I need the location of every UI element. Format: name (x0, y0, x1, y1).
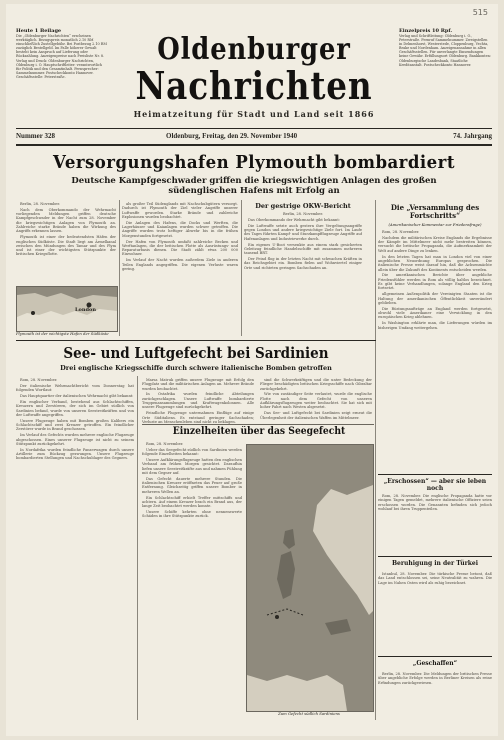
paragraph: Berlin, 28. November. (20, 202, 61, 206)
paragraph: Unsere Flugzeuge haben mit Bomben großen Kalibers ein Schlachtschiff und zwei Kreuzer getroffen. Ein feindlicher Zerstörer wurde in Brand geschossen. (16, 418, 134, 432)
paragraph: Plymouth ist einer der bedeutendsten Häfen der englischen Südküste. Die Stadt liegt am Ärmelkanal zwischen den Mündungen des Tamar und des Plym und ist einer der wichtigsten Stützpunkte der britischen Kriegsflotte. (16, 235, 116, 257)
paragraph: Die Luftwaffe setzte auch gestern ihre Vergeltungsangriffe gegen London und andere kriegswichtige Ziele fort. Im Laufe des Tages führten Kampf- und Sturzkampfflugzeuge Angriffe auf Hafenanlagen und Industriewerke durch. (244, 223, 362, 241)
map-label-london: London (75, 307, 96, 313)
paragraph: Rom, 28. November. (20, 378, 58, 382)
column-divider (241, 200, 242, 336)
paragraph: Rom, 28. November. (382, 230, 420, 234)
paragraph: Rom, 28. November. (146, 442, 184, 446)
paragraph: Der italienische Wehrmachtbericht vom Donnerstag hat folgenden Wortlaut: (16, 383, 134, 393)
paragraph: Wie von zuständiger Seite verlautet, wurde die englische Flotte nach dem Gefecht von unseren Aufklärungsflugzeugen weiter beobachtet. Sie hat sich mit hoher Fahrt nach Westen abgesetzt. (260, 392, 372, 410)
paragraph: Unsere Schiffe kehrten ohne nennenswerte Schäden in ihre Stützpunkte zurück. (142, 510, 242, 519)
paragraph: sind die Schwerkräftigen und die unter Bedeckung der Flieger beschädigten britischen Kriegsschiffe nach Gibraltar zurückgekehrt. (260, 378, 372, 391)
plymouth-map (16, 286, 118, 332)
paragraph: In den letzten Tagen hat man in London viel von einer angeblichen Neuordnung Europas gesprochen. Die italienische Presse weist darauf hin, daß die Achsenmächte allein über die Zukunft des Kontinents entscheiden werden. (378, 254, 492, 272)
paragraph: Das See- und Luftgefecht bei Sardinien zeigt erneut die Überlegenheit der italienischen Waffen im Mittelmeer. (260, 411, 372, 420)
paragraph: Der Feind flog in der letzten Nacht mit schwachen Kräften in das Reichsgebiet ein. Bomben fielen auf Wohnviertel einiger Orte und richteten geringen Sachschaden an. (244, 257, 362, 270)
paragraph: Der Hafen von Plymouth umfaßt zahlreiche Becken und Werftanlagen, die der britischen Flotte als Ausrüstungs- und Reparaturbasis dienen. Die Stadt zählt etwa 200 000 Einwohner. (122, 239, 238, 257)
second-column-2 (142, 378, 254, 424)
paragraph: In Washington erklärte man, die Lieferungen würden im bisherigen Umfang weitergehen. (378, 321, 492, 330)
plymouth-map-caption: Plymouth ist der wichtigste Hafen der Südküste (16, 331, 109, 336)
paragraph: Marsa Matruk griffen unsere Flugzeuge mit Erfolg den Flugplatz und die militärischen Anlagen an. Mehrere Brände wurden beobachtet. (142, 378, 254, 391)
paragraph: Im Verlauf des Gefechts wurden mehrere englische Flugzeuge abgeschossen. Eines unserer Flugzeuge ist nicht zu seinem Stützpunkt zurückgekehrt. (16, 433, 134, 446)
newspaper-page (6, 4, 498, 736)
paragraph: Die amerikanischen Berichte über angebliche Friedensfühler werden in Rom als völlig haltlos bezeichnet. Es gibt keine Verhandlungen, solange England den Krieg fortsetzt. (378, 273, 492, 291)
paragraph: Die Anlagen des Hafens, die Docks und Werften, die Lagerhäuser und Kaianlagen wurden schwer getroffen. Die Angriffe wurden trotz heftiger Abwehr bis in die frühen Morgenstunden fortgesetzt. (122, 220, 238, 238)
volume: 74. Jahrgang (453, 132, 492, 140)
lead-column-3 (244, 212, 362, 336)
paragraph: Ein eigenes U-Boot versenkte aus einem stark gesicherten Geleitzug feindliche Handelsschiffe mit zusammen mehreren tausend BRT. (244, 242, 362, 256)
paragraph: Unsere Aufklärungsflugzeuge hatten den englischen Verband am frühen Morgen gesichtet. Daraufhin liefen unsere Seestreitkräfte aus und nahmen Fühlung mit dem Gegner auf. (142, 458, 242, 475)
left-info-box (16, 28, 108, 124)
divider-second (16, 340, 376, 341)
column-divider (137, 376, 138, 720)
box2-text (378, 572, 492, 652)
details-headline: Einzelheiten über das Seegefecht (172, 426, 346, 437)
masthead-line-2: Nachrichten (135, 63, 373, 108)
second-subheadline: Drei englische Kriegsschiffe durch schwere italienische Bomben getroffen (60, 364, 332, 372)
page-number: 515 (472, 8, 488, 17)
map-graphic (17, 287, 117, 331)
paragraph: Rom, 28. November. Die englische Propaganda hatte vor einigen Tagen gemeldet, mehrere italienische Offiziere seien erschossen worden. Die Genannten befinden sich jedoch wohlauf bei ihren Truppenteilen. (378, 494, 492, 511)
second-headline: See- und Luftgefecht bei Sardinien (63, 344, 329, 362)
sardinia-map (246, 444, 374, 712)
paragraph: In Ostafrika wurden feindliche Abteilungen zurückgeschlagen. Unsere Luftwaffe bombardierte Truppenansammlungen und Kraftwagenkolonnen. Alle unsere Flugzeuge sind zurückgekehrt. (142, 392, 254, 410)
paragraph: Feindliche Flugzeuge unternahmen Einflüge auf einige Orte Süditaliens. Es entstand geringer Sachschaden; Verluste an Menschenleben sind nicht zu beklagen. (142, 411, 254, 424)
column-divider (119, 200, 120, 336)
fortschritt-subhead: (Amerikanischer Kommentar zur Friedensfrage) (388, 222, 482, 227)
paragraph: Im Verlauf der Nacht wurden außerdem Ziele in anderen Teilen Englands angegriffen. Die eigenen Verluste waren gering. (122, 258, 238, 271)
sardinia-map-caption: Zum Gefecht südlich Sardiniens (278, 711, 340, 716)
issue-date: Oldenburg, Freitag, den 29. November 1940 (166, 132, 298, 140)
box3-head: „Geschaffen“ (412, 660, 458, 667)
paragraph: In Nordafrika wurden feindliche Panzerwagen durch unsere Artillerie zum Rückzug gezwungen. Unsere Flugzeuge bombardierten Stellungen und Nachschublager des Gegners. (16, 447, 134, 461)
paragraph: Ueber das Seegefecht südlich von Sardinien werden folgende Einzelheiten bekannt: (142, 447, 242, 457)
paragraph: Das Oberkommando der Wehrmacht gibt bekannt: (248, 217, 341, 222)
masthead-line-1: Oldenburger (157, 32, 351, 67)
paragraph: Istanbul, 28. November. Die türkische Presse betont, daß das Land entschlossen sei, seine Neutralität zu wahren. Die Lage im Nahen Osten wird als ruhig bezeichnet. (378, 572, 492, 585)
divider-top (16, 128, 492, 129)
paragraph: als großer Teil Südenglands mit Nachschubgütern versorgt. Dadurch ist Plymouth der Ziel vieler Angriffe unserer Luftwaffe geworden. Starke Brände und zahlreiche Explosionen wurden beobachtet. (122, 202, 238, 219)
box3-text (378, 672, 492, 720)
box2-head: Beruhigung in der Türkei (391, 560, 479, 567)
paragraph: Berlin, 28. November. (282, 212, 323, 216)
right-box-title: Einzelpreis 10 Rpf. (399, 28, 453, 34)
divider-box1 (378, 474, 492, 475)
second-column-3 (260, 378, 372, 424)
divider-details (142, 424, 374, 425)
issue-number: Nummer 328 (16, 132, 55, 140)
lead-column-1 (16, 202, 116, 284)
details-column (142, 442, 242, 720)
left-box-text: Die „Oldenburger Nachrichten“ erscheinen werktäglich. Bezugspreis monatlich 2.10 RM einschließlich Zustellgebühr. Bei Postbezug 2.10 RM zuzüglich Bestellgeld. Im Falle höherer Gewalt besteht kein Anspruch auf Lieferung oder Rückzahlung. Anzeigenpreise nach Preisliste Nr. 8. Verlag und Druck: Oldenburger Nachrichten, Oldenburg i. O. Hauptschriftleiter: verantwortlich für Politik und den Gesamtinhalt. Fernsprecher: Sammelnummer. Postscheckkonto Hannover. Geschäftsstelle: Peterstraße. (16, 34, 107, 79)
okw-report-head: Der gestrige OKW-Bericht (255, 202, 351, 210)
dateline (16, 132, 492, 142)
lead-subheadline: Deutsche Kampfgeschwader griffen die kriegswichtigen Anlagen des großen südenglischen Hafens mit Erfolg an (71, 176, 437, 196)
masthead-subtitle: Heimatzeitung für Stadt und Land seit 1866 (133, 109, 375, 119)
left-box-title: Heute 1 Beilage (16, 28, 62, 34)
divider-dateline (16, 144, 492, 146)
paragraph: Ein Schlachtschiff erhielt Treffer mittschiffs und achtern. Auf einem Kreuzer brach ein Brand aus, der lange Zeit beobachtet werden konnte. (142, 495, 242, 509)
right-column-1 (378, 230, 492, 470)
paragraph: Das Hauptquartier der italienischen Wehrmacht gibt bekannt: (20, 394, 134, 399)
right-info-box (399, 28, 491, 124)
paragraph: Nach dem Oberkommando der Wehrmacht vorliegenden Meldungen griffen deutsche Kampfgeschwader in der Nacht zum 28. November die kriegswichtigen Anlagen von Plymouth an. Zahlreiche starke Brände haben die Wirkung des Angriffs erkennen lassen. (16, 207, 116, 234)
paragraph: Ein englischer Verband, bestehend aus Schlachtschiffen, Kreuzern und Zerstörern, der sich im Gebiet südlich von Sardinien befand, wurde von unseren Seestreitkräften und von der Luftwaffe angegriffen. (16, 399, 134, 417)
divider-box3 (378, 656, 492, 657)
paragraph: Die Rüstungsaufträge an England werden fortgesetzt, obwohl viele Amerikaner eine Verwicklung in den europäischen Krieg ablehnen. (378, 306, 492, 320)
lead-column-2 (122, 202, 238, 336)
paragraph: allgemeinen Außenpolitik der Vereinigten Staaten ist die Haltung der amerikanischen Öffentlichkeit unverändert geblieben. (378, 292, 492, 305)
fortschritt-head: Die „Versammlung des Fortschritts“ (390, 203, 480, 220)
paragraph: Das Gefecht dauerte mehrere Stunden. Die italienischen Kreuzer eröffneten das Feuer auf große Entfernung. Gleichzeitig griffen unsere Bomber in mehreren Wellen an. (142, 476, 242, 494)
right-box-text: Verlag und Schriftleitung: Oldenburg i. O., Peterstraße. Fernruf Sammelnummer. Zweigstellen in Delmenhorst, Westerstede, Cloppenburg, Vechta, Brake und Nordenham. Anzeigenannahme in allen Geschäftsstellen. Für unverlangte Einsendungen keine Gewähr. Erfüllungsort Oldenburg. Bankkonten: Oldenburgische Landesbank, Staatliche Kreditanstalt. Postscheckkonto Hannover. (399, 34, 491, 67)
second-column-1 (16, 378, 134, 720)
paragraph: Nachdem die militärischen Kreise Englands die Ergebnisse der Kämpfe im Mittelmeer nicht mehr bestreiten können, versucht die britische Propaganda, die Aufmerksamkeit der Welt auf andere Dinge zu lenken. (378, 235, 492, 253)
map-graphic (247, 445, 373, 711)
box1-text (378, 494, 492, 554)
column-divider (375, 200, 376, 720)
box1-head: „Erschossen“ — aber sie leben noch (383, 478, 487, 492)
lead-headline: Versorgungshafen Plymouth bombardiert (53, 152, 455, 173)
divider-box2 (378, 556, 492, 557)
paragraph: Berlin, 28. November. Die Meldungen der britischen Presse über angebliche Erfolge werden in Berliner Kreisen als reine Erfindungen zurückgewiesen. (378, 672, 492, 685)
